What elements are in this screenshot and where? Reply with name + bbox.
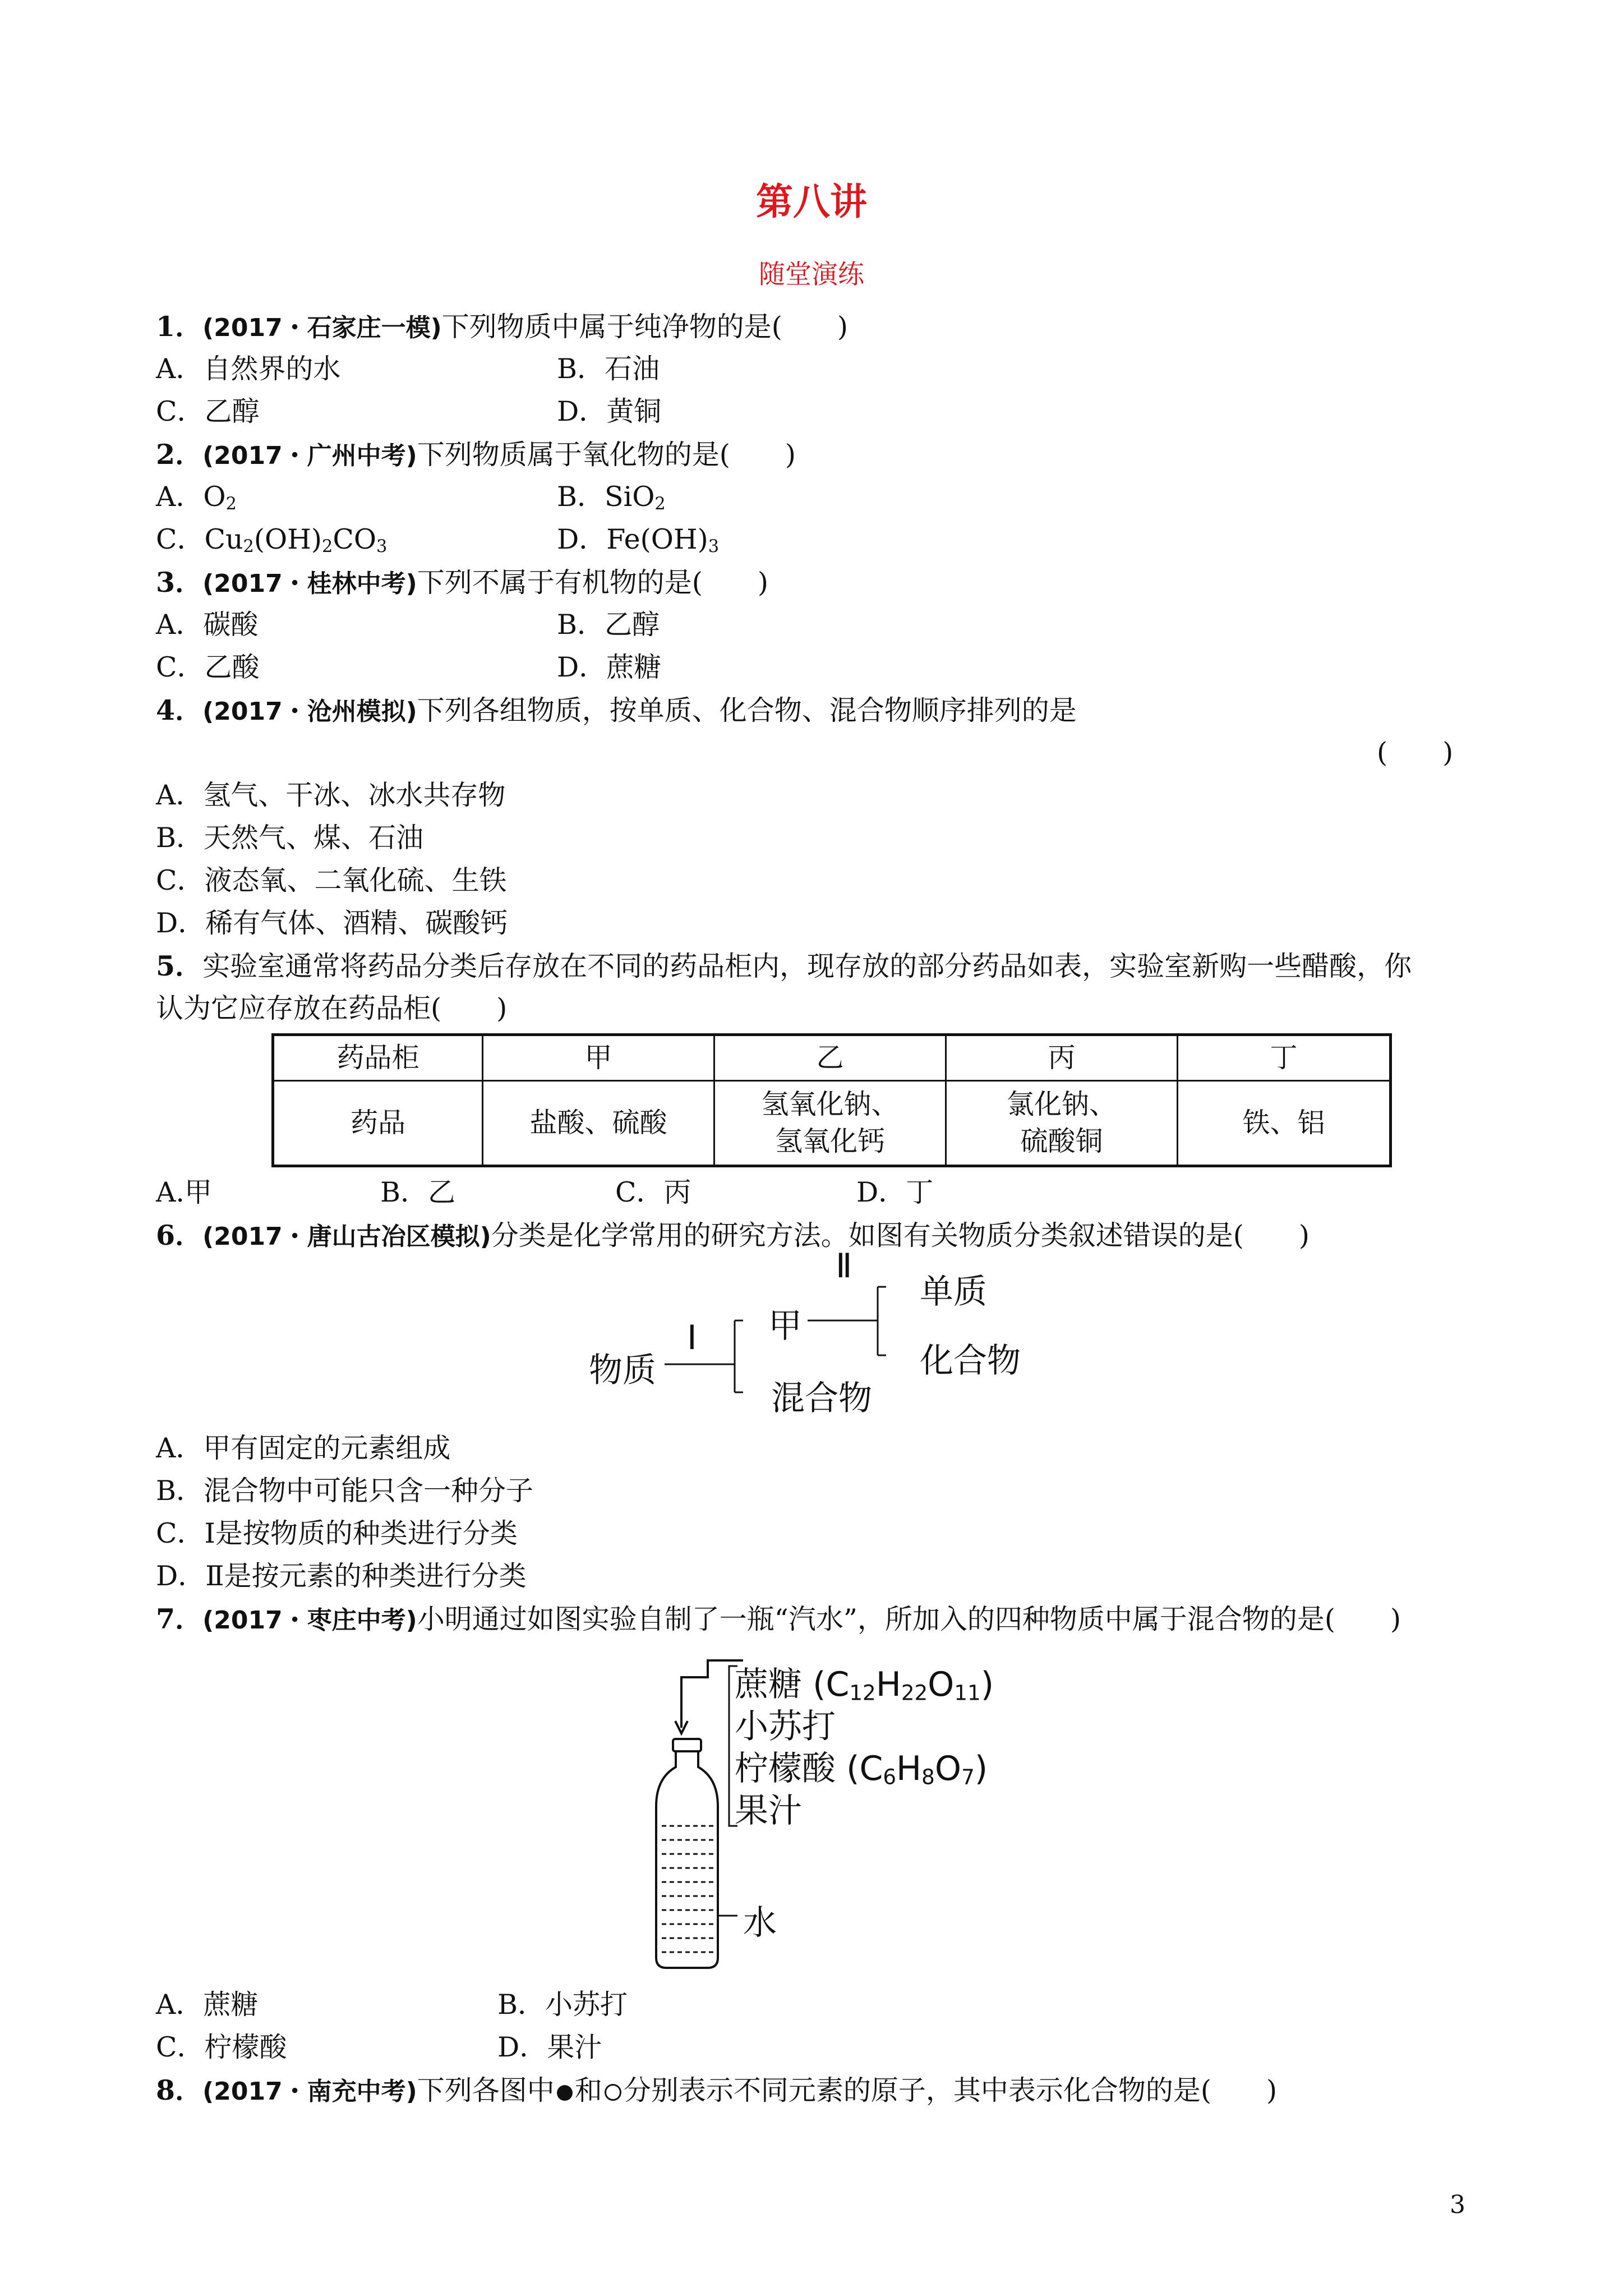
question-number: 8． [156, 2074, 203, 2106]
question-number: 5． [156, 950, 203, 982]
ingredient-text: O [928, 1665, 955, 1704]
drug-cabinet-table [271, 1033, 1392, 1167]
subscript: 2 [322, 537, 333, 557]
filled-atom-icon [557, 2085, 573, 2101]
table-cell [483, 1081, 714, 1166]
option-b: B．乙醇 [557, 609, 660, 641]
page-subtitle: 随堂演练 [759, 259, 864, 290]
option-a: A．自然界的水 [156, 353, 341, 385]
option-text: B．SiO [557, 481, 655, 513]
ingredient-text: 蔗糖 (C [735, 1665, 850, 1704]
table-cell [1178, 1081, 1391, 1166]
bottle-body [656, 1751, 718, 1968]
table-cell [946, 1081, 1178, 1166]
question-stem: 下列物质中属于纯净物的是( ) [441, 311, 849, 343]
subscript: 2 [243, 537, 254, 557]
hollow-atom-icon [605, 2084, 621, 2101]
question-source: (2017・石家庄一模) [202, 314, 442, 342]
question-stem: 分类是化学常用的研究方法。如图有关物质分类叙述错误的是( ) [491, 1220, 1310, 1251]
table-header-cell: 药品柜 [273, 1035, 483, 1081]
option-d: D．丁 [856, 1176, 934, 1208]
option-a: A．甲有固定的元素组成 [156, 1432, 451, 1464]
option-a: A．碳酸 [156, 609, 259, 641]
option-b: B．石油 [557, 353, 660, 385]
question-5 [156, 949, 1412, 984]
cell-text: 铁、铝 [1242, 1107, 1325, 1139]
ingredient-label: 小苏打 [735, 1707, 836, 1746]
water-label: 水 [743, 1903, 777, 1943]
subscript: 6 [883, 1764, 897, 1789]
option-text: C．Cu [156, 523, 243, 555]
option-b: B．天然气、煤、石油 [156, 822, 424, 854]
question-source: (2017・唐山古冶区模拟) [202, 1222, 491, 1251]
question-source: (2017・枣庄中考) [202, 1606, 417, 1635]
option-text: CO [333, 523, 377, 555]
question-stem: 小明通过如图实验自制了一瓶“汽水”，所加入的四种物质中属于混合物的是( ) [417, 1603, 1401, 1635]
table-header-cell: 丙 [946, 1035, 1178, 1081]
option-b: B．混合物中可能只含一种分子 [156, 1475, 534, 1507]
option-c [156, 522, 387, 564]
question-stem-cont: 认为它应存放在药品柜( ) [156, 992, 508, 1024]
option-d: D．果汁 [497, 2031, 602, 2063]
question-number: 4． [156, 694, 203, 726]
ingredient-text: H [896, 1749, 922, 1788]
ingredient-text: ) [980, 1665, 994, 1704]
page-number: 3 [1450, 2191, 1465, 2219]
subscript: 11 [954, 1680, 981, 1705]
option-text: A．O [156, 481, 226, 513]
option-c: C．柠檬酸 [156, 2031, 287, 2063]
cell-text: 氯化钠、 [1006, 1088, 1117, 1120]
tree-node-b: 混合物 [771, 1379, 872, 1418]
ingredient-text: 柠檬酸 (C [735, 1749, 883, 1788]
ingredient-label [735, 1658, 994, 1706]
question-source: (2017・沧州模拟) [202, 697, 417, 726]
option-a: A.甲 [156, 1176, 212, 1208]
question-2 [156, 437, 796, 473]
question-number: 6． [156, 1219, 203, 1251]
table-cell [714, 1081, 946, 1166]
question-6 [156, 1218, 1310, 1254]
question-stem: 下列不属于有机物的是( ) [417, 567, 769, 599]
subscript: 2 [225, 494, 237, 514]
option-text: D．Fe(OH) [557, 523, 708, 555]
table-row [273, 1081, 1391, 1166]
ingredient-label: 果汁 [735, 1791, 802, 1830]
table-cell: 药品 [273, 1081, 483, 1166]
option-b: B．小苏打 [497, 1989, 628, 2021]
option-c: C．液态氧、二氧化硫、生铁 [156, 864, 507, 896]
cell-text: 氢氧化钙 [774, 1125, 885, 1157]
question-number: 2． [156, 438, 203, 471]
option-b [557, 480, 666, 522]
table-header-cell: 乙 [714, 1035, 946, 1081]
subscript: 12 [849, 1680, 876, 1705]
option-c: C．丙 [615, 1176, 691, 1208]
question-stem: 下列各组物质，按单质、化合物、混合物顺序排列的是 [417, 694, 1077, 726]
option-a: A．氢气、干冰、冰水共存物 [156, 779, 506, 811]
subscript: 3 [708, 537, 720, 557]
question-stem: 实验室通常将药品分类后存放在不同的药品柜内，现存放的部分药品如表，实验室新购一些醋酸，你 [202, 950, 1412, 982]
ingredient-text: ) [974, 1749, 988, 1788]
subscript: 3 [376, 537, 388, 557]
option-d: D．黄铜 [557, 395, 662, 427]
subscript: 7 [961, 1764, 975, 1789]
question-stem: 下列各图中 [417, 2074, 555, 2106]
question-1 [156, 309, 848, 346]
option-c: C．乙醇 [156, 395, 260, 427]
option-b: B．乙 [380, 1176, 456, 1208]
answer-paren: ( ) [1377, 737, 1454, 769]
option-a [156, 480, 237, 522]
option-text: (OH) [253, 523, 322, 555]
tree-leaf: 单质 [920, 1272, 987, 1312]
tree-edge-label: Ⅰ [687, 1318, 697, 1358]
question-number: 1． [156, 310, 203, 343]
question-stem: 和 [574, 2074, 602, 2106]
bottle-cap [673, 1739, 701, 1751]
table-header-cell: 丁 [1178, 1035, 1391, 1081]
question-8 [156, 2073, 1277, 2109]
question-4 [156, 693, 1077, 729]
question-stem: 下列物质属于氧化物的是( ) [417, 439, 796, 471]
ingredient-label [735, 1742, 988, 1790]
tree-root: 物质 [589, 1351, 656, 1390]
cell-text: 硫酸铜 [1020, 1125, 1103, 1157]
subscript: 22 [901, 1680, 928, 1705]
option-a: A．蔗糖 [156, 1989, 259, 2021]
question-3 [156, 565, 768, 601]
page-title: 第八讲 [756, 180, 867, 223]
option-c: C．乙酸 [156, 651, 260, 683]
table-header-cell: 甲 [483, 1035, 714, 1081]
question-source: (2017・广州中考) [202, 441, 417, 470]
subscript: 8 [921, 1764, 935, 1789]
cell-text: 氢氧化钠、 [761, 1088, 899, 1120]
cell-text: 盐酸、硫酸 [529, 1107, 667, 1139]
option-d: D．Ⅱ是按元素的种类进行分类 [156, 1560, 527, 1592]
option-c: C．Ⅰ是按物质的种类进行分类 [156, 1517, 518, 1549]
option-d: D．蔗糖 [557, 651, 662, 683]
option-d: D．稀有气体、酒精、碳酸钙 [156, 907, 508, 939]
question-source: (2017・南充中考) [202, 2077, 417, 2106]
subscript: 2 [654, 494, 666, 514]
ingredient-text: H [875, 1665, 901, 1704]
tree-leaf: 化合物 [920, 1341, 1021, 1381]
question-stem: 分别表示不同元素的原子，其中表示化合物的是( ) [623, 2074, 1278, 2106]
ingredient-text: O [934, 1749, 962, 1788]
tree-edge-label: Ⅱ [836, 1246, 852, 1286]
question-7 [156, 1602, 1401, 1638]
question-source: (2017・桂林中考) [202, 569, 417, 598]
tree-node-a: 甲 [768, 1306, 802, 1346]
option-d [557, 522, 719, 564]
table-header-row [273, 1035, 1391, 1081]
question-number: 3． [156, 566, 203, 599]
question-number: 7． [156, 1603, 203, 1635]
